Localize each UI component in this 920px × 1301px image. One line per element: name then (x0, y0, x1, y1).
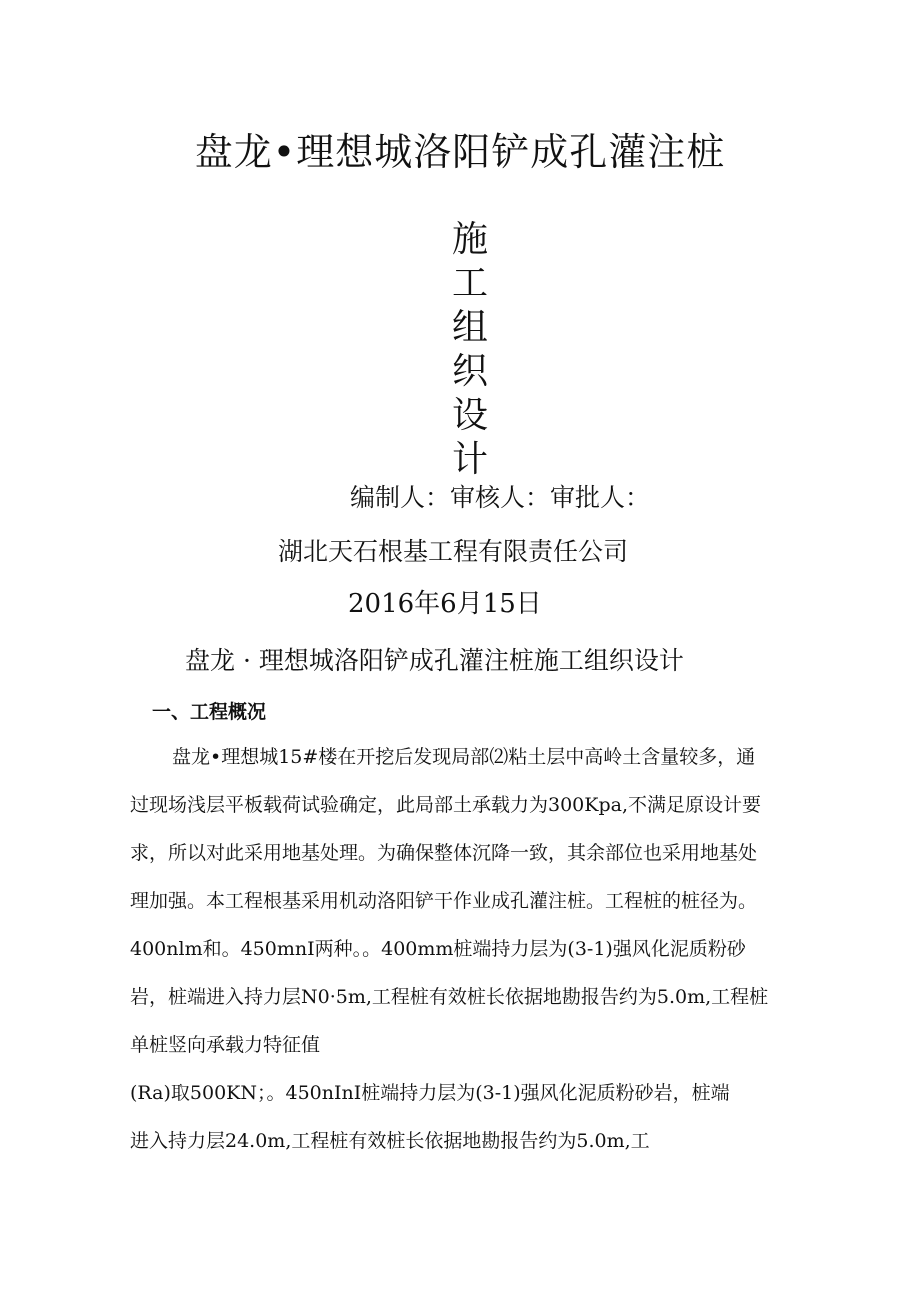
paragraph-line: 盘龙•理想城15#楼在开挖后发现局部⑵粘土层中高岭土含量较多，通 (172, 746, 756, 768)
paragraph-line: 岩，桩端进入持力层N0·5m,工程桩有效桩长依据地勘报告约为5.0m,工程桩 (130, 986, 769, 1008)
vertical-char: 组 (451, 307, 488, 348)
paragraph-line: 求，所以对此采用地基处理。为确保整体沉降一致，其余部位也采用地基处 (130, 842, 758, 864)
cover-date: 2016年6月15日 (348, 589, 542, 619)
paragraph-line: 400nlm和。450mnI两种。。400mm桩端持力层为(3-1)强风化泥质粉砂 (130, 938, 746, 960)
cover-vertical-subtitle (448, 218, 492, 482)
cover-title: 盘龙•理想城洛阳铲成孔灌注桩 (194, 130, 726, 174)
document-title: 盘龙 · 理想城洛阳铲成孔灌注桩施工组织设计 (185, 646, 684, 675)
paragraph-line: 理加强。本工程根基采用机动洛阳铲干作业成孔灌注桩。工程桩的桩径为。 (130, 890, 758, 912)
vertical-char: 工 (451, 263, 488, 304)
section-heading: 一、工程概况 (152, 701, 267, 723)
vertical-char: 施 (451, 219, 488, 260)
company-name: 湖北天石根基工程有限责任公司 (278, 537, 629, 566)
vertical-char: 设 (451, 395, 488, 436)
vertical-char: 织 (451, 351, 488, 392)
vertical-char: 计 (451, 439, 488, 480)
paragraph-line: 单桩竖向承载力特征值 (130, 1034, 321, 1056)
signers-line: 编制人：审核人：审批人： (350, 483, 651, 512)
paragraph-line: 过现场浅层平板载荷试验确定，此局部土承载力为300Kpa,不满足原设计要 (130, 794, 761, 816)
paragraph-line: (Ra)取500KN；。450nInI桩端持力层为(3-1)强风化泥质粉砂岩，桩端 (130, 1082, 730, 1104)
paragraph-line: 进入持力层24.0m,工程桩有效桩长依据地勘报告约为5.0m,工 (130, 1130, 650, 1152)
